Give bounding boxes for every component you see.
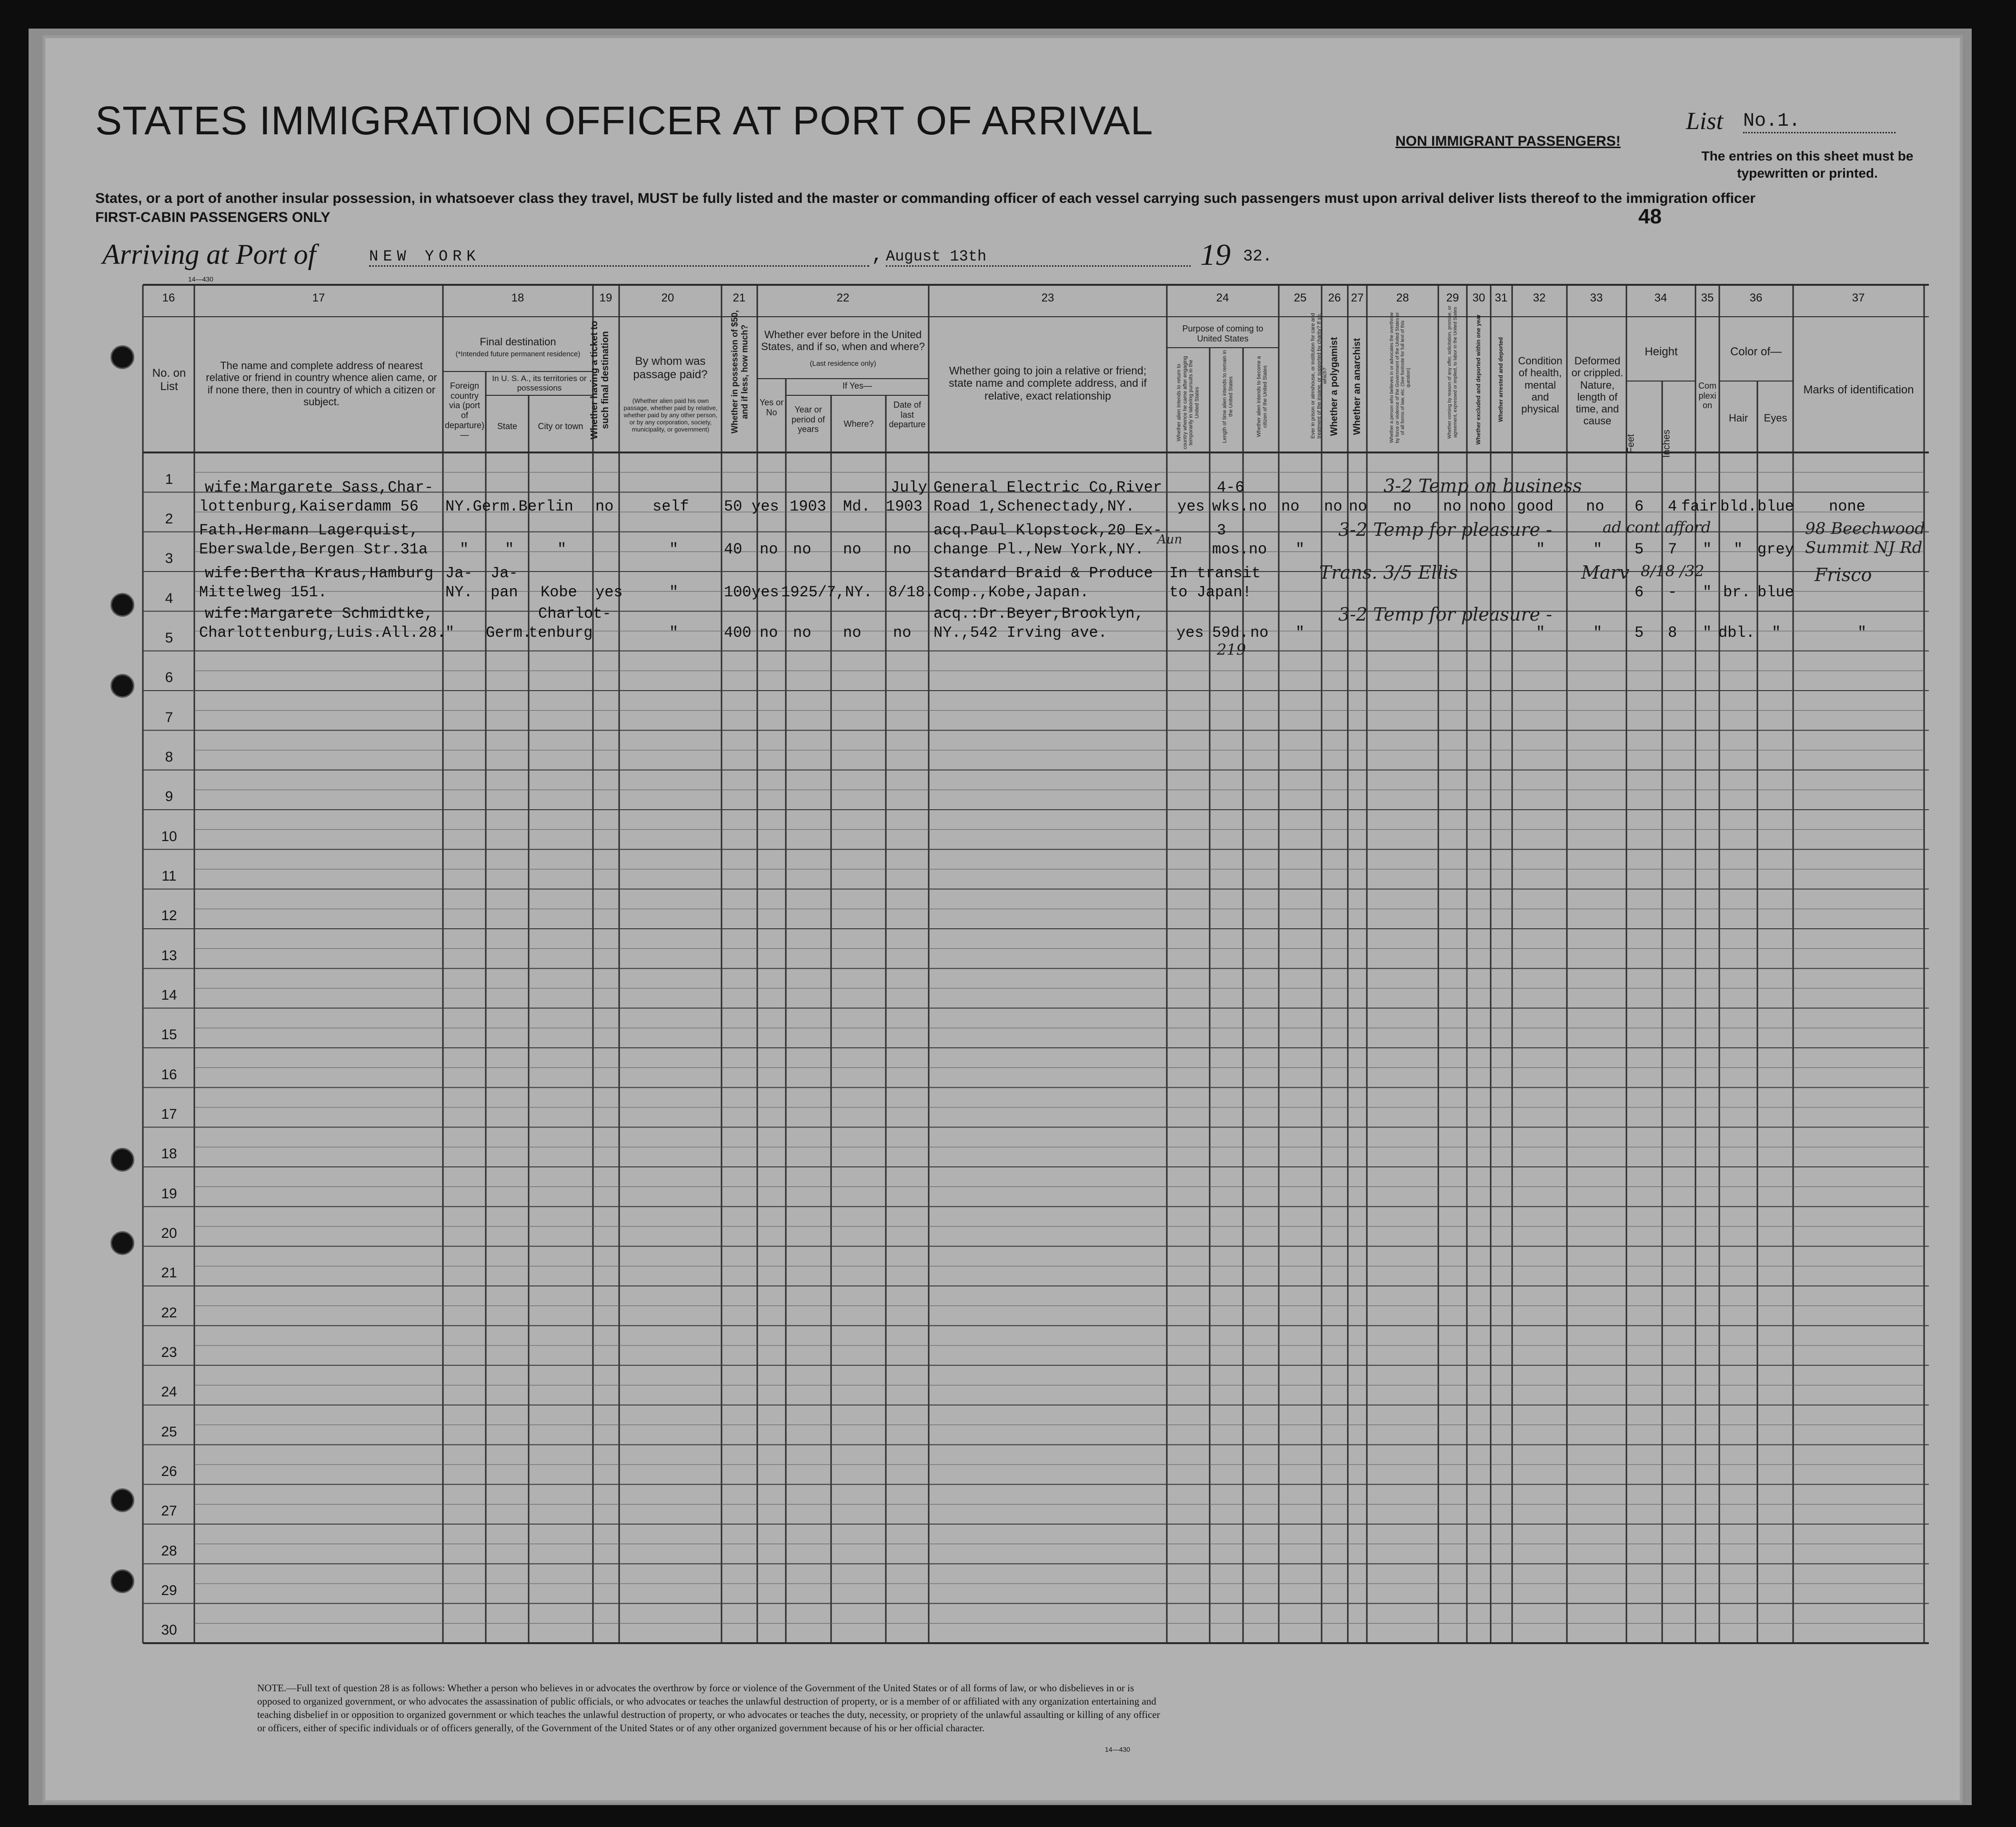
row-number: 8 (165, 749, 173, 765)
column-number: 33 (1590, 291, 1603, 304)
hdr-color-of: Color of— (1730, 345, 1782, 358)
hdr-year-period: Year or period of years (791, 405, 825, 434)
row-number: 5 (165, 630, 173, 646)
column-number: 17 (312, 291, 325, 304)
binder-hole (110, 674, 134, 698)
r1-length-line1: 4-6 (1217, 479, 1244, 496)
binder-hole (110, 1231, 134, 1255)
r3-handwritten-trip: Trans. 3/5 Ellis (1319, 562, 1458, 583)
hdr-passage: By whom was passage paid? (633, 355, 708, 381)
list-label: List (1686, 108, 1724, 135)
hdr-deformed: Deformed or crippled. Nature, length of time, and cause (1571, 355, 1624, 427)
r1-year: 1903 (790, 498, 826, 515)
r3-handwritten-marks: Frisco (1815, 564, 1872, 585)
row-number: 28 (161, 1543, 177, 1559)
r2-feet: 5 (1635, 541, 1644, 558)
r4-passage: " (669, 624, 679, 642)
hdr-arrested: Whether arrested and deported (1497, 337, 1504, 422)
arrival-date: August 13th (886, 248, 1191, 267)
r2-where: no (843, 541, 862, 558)
form-title: STATES IMMIGRATION OFFICER AT PORT OF ARRIVAL (95, 98, 1153, 143)
r2-prison: " (1295, 541, 1305, 558)
r4-hair: dbl. (1718, 624, 1755, 642)
r1-purpose: yes (1177, 498, 1205, 515)
r4-where: no (843, 624, 862, 642)
row-number: 13 (161, 947, 177, 964)
r2-length-line2: mos.no (1212, 541, 1267, 558)
row-number: 23 (161, 1345, 177, 1360)
r3-city: Kobe (541, 583, 577, 601)
column-number: 35 (1701, 291, 1714, 304)
hdr-relative: The name and complete address of nearest relative or friend in country whence alien came, or if none there, then in country of which a citizen or subject. (206, 360, 437, 408)
r3-handwritten-misc: 8/18 /32 (1641, 562, 1705, 580)
form-id-bottom: 14—430 (1105, 1746, 1130, 1753)
r2-hair: " (1734, 541, 1743, 558)
r2-length-line1: 3 (1217, 522, 1226, 539)
hdr-health: Condition of health, mental and physical (1518, 355, 1563, 415)
r3-relative-line1: wife:Bertha Kraus,Hamburg (205, 564, 434, 582)
r1-departure-line1: July (891, 479, 927, 496)
column-number: 22 (836, 291, 850, 304)
r4-feet: 5 (1635, 624, 1644, 642)
comma: , (872, 245, 883, 267)
r3-purpose-line2: to Japan! (1169, 583, 1252, 601)
r2-relative-line2: Eberswalde,Bergen Str.31a (199, 541, 428, 558)
r3-feet: 6 (1635, 583, 1644, 601)
hdr-passage-note: (Whether alien paid his own passage, whether paid by relative, whether paid by any other person, or by any corporation, society, municipality, or government) (623, 397, 718, 433)
hdr-eyes: Eyes (1764, 412, 1787, 424)
r3-join-line1: Standard Braid & Produce (933, 564, 1153, 582)
sheet-number: 48 (1638, 205, 1662, 228)
r1-destination: NY.Germ.Berlin (445, 498, 573, 515)
arrival-port: NEW YORK (369, 248, 869, 267)
hdr-height: Height (1645, 345, 1678, 358)
r3-handwritten-mark: Marv (1581, 562, 1630, 583)
r1-join-line1: General Electric Co,River (933, 479, 1163, 496)
hdr-purpose-a: Whether alien intends to return to country whence he came after engaging temporarily in laboring pursuits in the United States (1176, 356, 1200, 450)
row-number: 25 (161, 1424, 177, 1440)
r1-prison: no (1281, 498, 1300, 515)
r1-where: Md. (843, 498, 871, 515)
r3-before: yes (752, 583, 779, 601)
hdr-foreign-country: Foreign country via (port of departure)— (444, 381, 485, 440)
arriving-label: Arriving at Port of (102, 239, 316, 270)
column-number: 31 (1494, 291, 1508, 304)
r1-passage: self (652, 498, 689, 515)
hdr-yes-no: Yes or No (759, 398, 784, 417)
hdr-final-destination-note: (*Intended future permanent residence) (455, 350, 581, 358)
hdr-join-relative: Whether going to join a relative or friend; state name and complete address, and if relative, exact relationship (949, 364, 1147, 402)
r4-health: " (1536, 624, 1545, 642)
hdr-purpose: Purpose of coming to United States (1182, 324, 1264, 343)
r1-relative-line2: lottenburg,Kaiserdamm 56 (199, 498, 419, 515)
hdr-ticket: Whether having a ticket to such final destination (589, 321, 611, 440)
r3-inches: - (1668, 583, 1677, 601)
r4-length: 59d. (1212, 624, 1249, 642)
row-number: 11 (161, 868, 177, 884)
hdr-before-us-note: (Last residence only) (810, 360, 876, 368)
r2-foreign: " (460, 541, 469, 558)
r4-join-line1: acq.:Dr.Beyer,Brooklyn, (933, 605, 1144, 622)
r4-handwritten-note: 219 (1217, 641, 1246, 659)
r3-relative-line2: Mittelweg 151. (199, 583, 327, 601)
hdr-where: Where? (843, 419, 874, 429)
footnote: NOTE.—Full text of question 28 is as follows: Whether a person who believes in or advocates the overthrow by force or violence of the Government of the United States or of all forms of law, or who disbelieves in or is opposed to organized government, or who advocates the assassination of public officials, or who advocates or teaches the unlawful destruction of property, or is a member of or affiliated with any organization entertaining and teaching disbelief in or opposition to organized government or which teaches the unlawful destruction of property, or who advocates or teaches the duty, necessity, or propriety of the unlawful assaulting or killing of any officer or officers, either of specific individuals or of officers generally, of the Government of the United States or of any other organized government because of his or her official character. (257, 1682, 1160, 1734)
hdr-complexion: Complexion (1698, 381, 1716, 411)
r3-state-line1: Ja- (491, 564, 518, 582)
r4-prison: " (1295, 624, 1305, 642)
form-id-top: 14—430 (188, 275, 213, 283)
binder-hole (110, 593, 134, 617)
hdr-if-yes: If Yes— (842, 381, 873, 391)
hdr-polygamist: Whether a polygamist (1329, 337, 1340, 436)
column-number: 34 (1654, 291, 1667, 304)
hdr-prison: Ever in prison or almshouse, or institution for care and treatment of the insane, or supported by charity? If so, which? (1310, 313, 1328, 439)
column-number: 32 (1533, 291, 1546, 304)
r2-deformed: " (1593, 541, 1603, 558)
r1-marks: none (1829, 498, 1866, 515)
r2-eyes: grey (1757, 541, 1794, 558)
r4-purpose: yes (1176, 624, 1204, 642)
r4-marks: " (1857, 624, 1867, 642)
r2-handwritten-marks: 98 Beechwood (1805, 519, 1926, 538)
row-number: 9 (165, 789, 173, 805)
binder-hole (110, 345, 134, 369)
row-number: 16 (161, 1066, 177, 1083)
hdr-contract: Whether coming by reason of any offer, solicitation, promise, or agreement, expressed or implied, to labor in the United States (1447, 305, 1458, 439)
year-prefix: 19 (1200, 238, 1231, 271)
hdr-before-us: Whether ever before in the United States, and if so, when and where? (761, 329, 925, 353)
column-number: 20 (661, 291, 674, 304)
row-number: 24 (161, 1384, 177, 1400)
r1-relative-line1: wife:Margarete Sass,Char- (205, 479, 434, 496)
r3-complexion: " (1703, 583, 1712, 601)
column-number: 24 (1216, 291, 1229, 304)
hdr-city: City or town (538, 422, 583, 431)
hdr-inches: Inches (1661, 430, 1672, 458)
hdr-marks: Marks of identification (1803, 383, 1914, 396)
row-number: 2 (165, 511, 173, 527)
r4-deformed: " (1593, 624, 1603, 642)
r4-relative-line2: Charlottenburg,Luis.All.28. (199, 624, 446, 642)
r4-departure: no (893, 624, 912, 642)
r1-before: yes (752, 498, 779, 515)
r1-contract: no (1443, 498, 1462, 515)
r4-before: no (760, 624, 778, 642)
row-number: 30 (161, 1622, 177, 1638)
column-number: 29 (1446, 291, 1459, 304)
r1-departure-line2: 1903 (886, 498, 923, 515)
hdr-money: Whether in possession of $50, and if less, how much? (730, 310, 749, 434)
non-immigrant-label: NON IMMIGRANT PASSENGERS! (1395, 133, 1621, 149)
form-instructions: States, or a port of another insular possession, in whatsoever class they travel, MUST be fully listed and the master or commanding officer of each vessel carrying such passengers must upon arrival deliver lists thereof to the immigration officer (95, 191, 1755, 206)
row-number: 22 (161, 1305, 177, 1321)
hdr-state: State (497, 422, 518, 431)
row-number: 26 (161, 1464, 177, 1479)
hdr-overthrow: Whether a person who believes in or advocates the overthrow by force or violence of the Government of the United States or of all forms of law, etc. (See footnote for full text of this question) (1389, 312, 1411, 443)
r4-relative-line1: wife:Margarete Schmidtke, (205, 605, 434, 622)
r2-join-line2: change Pl.,New York,NY. (933, 541, 1144, 558)
r1-polygamist: no (1324, 498, 1343, 515)
hdr-purpose-c: Whether alien intends to become a citizen of the United States (1256, 356, 1268, 437)
row-number: 17 (161, 1106, 177, 1122)
row-number: 12 (161, 908, 177, 924)
r1-inches: 4 (1668, 498, 1677, 515)
r4-citizen: no (1250, 624, 1269, 642)
binder-hole (110, 1488, 134, 1512)
row-number: 20 (161, 1225, 177, 1241)
r2-relative-line1: Fath.Hermann Lagerquist, (199, 522, 419, 539)
cabin-class: FIRST-CABIN PASSENGERS ONLY (95, 210, 331, 225)
row-number: 4 (165, 590, 173, 606)
r3-passage: " (669, 583, 679, 601)
entries-note: The entries on this sheet must be typewritten or printed. (1701, 149, 1914, 181)
r4-state: Germ. (486, 624, 532, 642)
row-number: 27 (161, 1503, 177, 1519)
r2-departure: no (893, 541, 912, 558)
column-number: 21 (732, 291, 746, 304)
r1-eyes: blue (1757, 498, 1794, 515)
row-number: 19 (161, 1185, 177, 1202)
r2-passage: " (669, 541, 679, 558)
r1-health: good (1517, 498, 1554, 515)
list-number: No.1. (1743, 110, 1896, 133)
column-number: 26 (1328, 291, 1341, 304)
r2-handwritten-extra: ad cont afford (1603, 518, 1711, 536)
column-number: 36 (1749, 291, 1763, 304)
r3-year: 1925/7 (781, 583, 836, 601)
column-number: 16 (162, 291, 175, 304)
r1-feet: 6 (1635, 498, 1644, 515)
r4-foreign: " (445, 624, 455, 642)
r3-state-line2: pan (491, 583, 518, 601)
r1-ticket: no (595, 498, 614, 515)
r3-foreign-line1: Ja- (445, 564, 473, 582)
hdr-in-usa: In U. S. A., its territories or possessions (492, 374, 587, 392)
r1-excluded-arrested: nono (1469, 498, 1506, 515)
r4-inches: 8 (1668, 624, 1677, 642)
column-number: 28 (1396, 291, 1409, 304)
r3-foreign-line2: NY. (445, 583, 473, 601)
r3-purpose-line1: In transit (1169, 564, 1261, 582)
row-number: 7 (165, 709, 173, 725)
r4-year: no (793, 624, 812, 642)
r2-city: " (557, 541, 567, 558)
r2-money: 40 (724, 541, 742, 558)
hdr-purpose-b: Length of time alien intends to remain in the United States (1222, 350, 1234, 443)
r2-complexion: " (1703, 541, 1712, 558)
r2-state: " (505, 541, 514, 558)
r3-eyes: blue (1757, 583, 1794, 601)
r3-money: 100 (724, 583, 752, 601)
row-number: 15 (161, 1027, 177, 1043)
row-number: 14 (161, 987, 177, 1003)
hdr-final-destination: Final destination (480, 336, 556, 348)
r1-handwritten-trip: 3-2 Temp on business (1384, 475, 1582, 496)
r3-hair: br. (1723, 583, 1751, 601)
r4-city-line2: tenburg (529, 624, 593, 642)
r4-city-line1: Charlot- (538, 605, 612, 622)
r4-handwritten-trip: 3-2 Temp for pleasure - (1338, 604, 1552, 625)
row-number: 10 (161, 828, 177, 844)
hdr-last-departure: Date of last departure (889, 400, 926, 430)
binder-hole (110, 1569, 134, 1593)
r1-money: 50 (724, 498, 742, 515)
binder-hole (110, 1148, 134, 1172)
hdr-feet: Feet (1625, 434, 1636, 453)
r3-join-line2: Comp.,Kobe,Japan. (933, 583, 1089, 601)
hdr-excluded: Whether excluded and deported within one year (1475, 314, 1482, 445)
r1-overthrow: no (1393, 498, 1412, 515)
row-number: 1 (165, 471, 173, 487)
column-number: 18 (511, 291, 524, 304)
row-number: 3 (165, 551, 173, 567)
r4-complexion: " (1703, 624, 1712, 642)
r2-handwritten-mark: Aun (1157, 532, 1183, 547)
row-number: 6 (165, 670, 173, 686)
column-number: 19 (599, 291, 612, 304)
column-number: 30 (1472, 291, 1485, 304)
r2-join-line1: acq.Paul Klopstock,20 Ex- (933, 522, 1163, 539)
r1-deformed: no (1586, 498, 1605, 515)
r3-where: ,NY. (836, 583, 873, 601)
r4-join-line2: NY.,542 Irving ave. (933, 624, 1107, 642)
row-number: 29 (161, 1583, 177, 1598)
r3-departure: 8/18. (888, 583, 934, 601)
r2-before: no (760, 541, 778, 558)
r2-handwritten-marks-2: Summit NJ Rd (1805, 538, 1923, 557)
r1-anarchist: no (1349, 498, 1367, 515)
r2-health: " (1536, 541, 1545, 558)
r1-complexion: fair (1681, 498, 1718, 515)
r4-eyes: " (1772, 624, 1781, 642)
r4-money: 400 (724, 624, 752, 642)
r3-ticket: yes (595, 583, 623, 601)
hdr-anarchist: Whether an anarchist (1352, 338, 1363, 435)
column-number: 25 (1294, 291, 1307, 304)
column-number: 27 (1351, 291, 1364, 304)
row-number: 18 (161, 1146, 177, 1162)
column-number: 23 (1041, 291, 1054, 304)
r1-length-line2: wks.no (1212, 498, 1267, 515)
r2-year: no (793, 541, 812, 558)
year-suffix: 32. (1243, 248, 1273, 266)
hdr-hair: Hair (1728, 412, 1748, 424)
r2-inches: 7 (1668, 541, 1677, 558)
hdr-no-on-list: No. on List (152, 367, 186, 393)
row-number: 21 (161, 1265, 177, 1281)
r1-hair: bld. (1720, 498, 1757, 515)
r2-handwritten-trip: 3-2 Temp for pleasure - (1338, 519, 1552, 540)
r1-join-line2: Road 1,Schenectady,NY. (933, 498, 1135, 515)
column-number: 37 (1852, 291, 1865, 304)
